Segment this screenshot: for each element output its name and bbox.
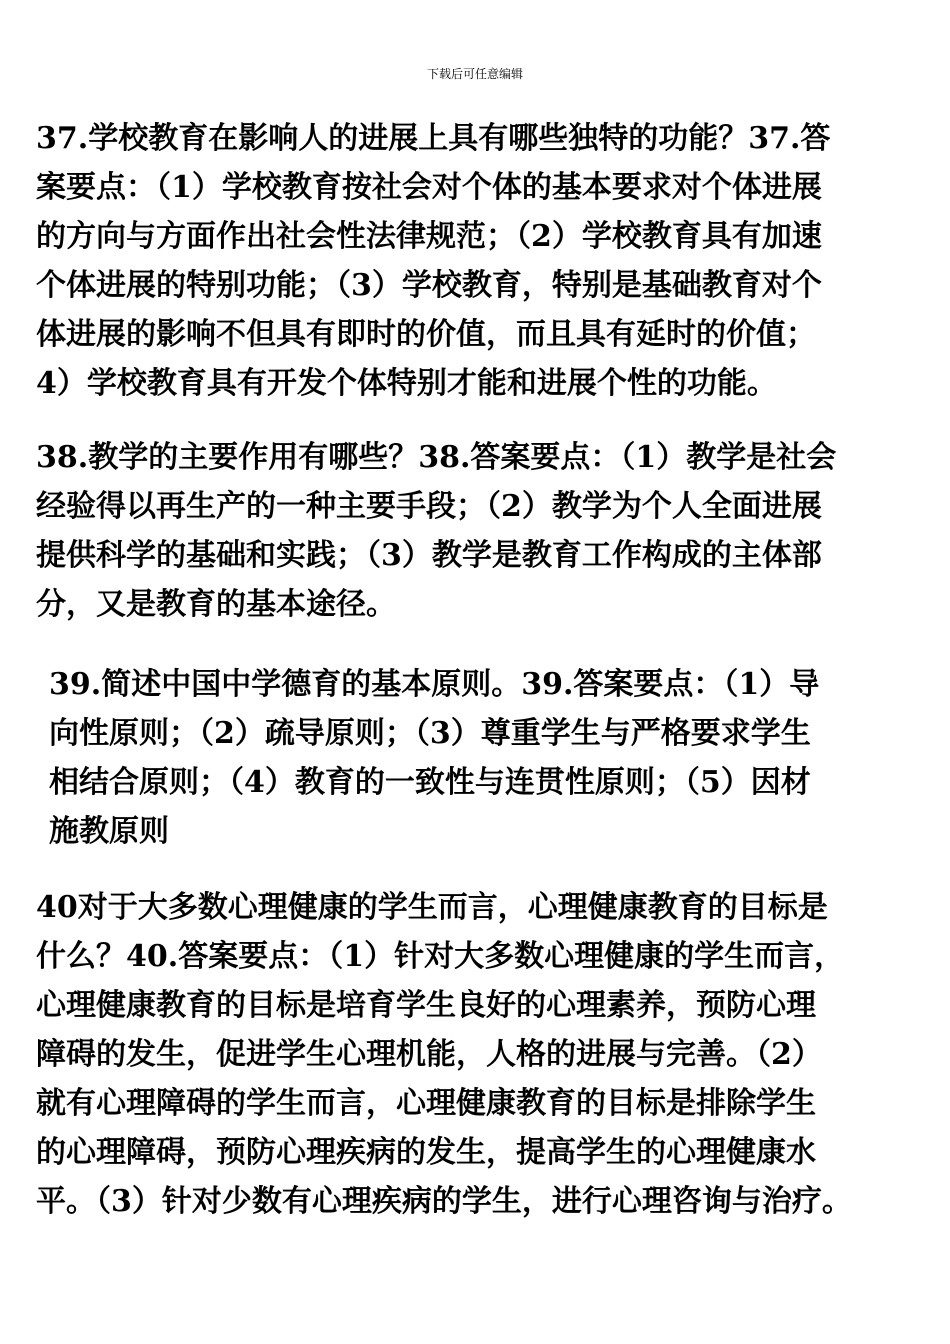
- paragraph-line: 37.学校教育在影响人的进展上具有哪些独特的功能？37.答: [36, 121, 831, 156]
- paragraph-line: 4）学校教育具有开发个体特别才能和进展个性的功能。: [36, 366, 777, 401]
- paragraph-line: 心理健康教育的目标是培育学生良好的心理素养，预防心理: [36, 988, 816, 1023]
- paragraph-line: 分，又是教育的基本途径。: [36, 587, 396, 622]
- paragraph-line: 提供科学的基础和实践；（3）教学是教育工作构成的主体部: [36, 538, 822, 573]
- paragraph-line: 相结合原则；（4）教育的一致性与连贯性原则；（5）因材: [49, 765, 811, 800]
- paragraph-line: 就有心理障碍的学生而言，心理健康教育的目标是排除学生: [36, 1086, 816, 1121]
- paragraph-line: 的方向与方面作出社会性法律规范；（2）学校教育具有加速: [36, 219, 822, 254]
- paragraph-line: 40对于大多数心理健康的学生而言，心理健康教育的目标是: [36, 890, 828, 925]
- paragraph-line: 体进展的影响不但具有即时的价值，而且具有延时的价值；: [36, 317, 816, 352]
- paragraph-q39: [49, 660, 819, 856]
- paragraph-q37: [36, 114, 830, 408]
- paragraph-line: 案要点：（1）学校教育按社会对个体的基本要求对个体进展: [36, 170, 822, 205]
- paragraph-line: 39.简述中国中学德育的基本原则。39.答案要点：（1）导: [49, 667, 820, 702]
- paragraph-q40: [36, 883, 852, 1226]
- paragraph-line: 38.教学的主要作用有哪些？38.答案要点：（1）教学是社会: [36, 440, 837, 475]
- paragraph-line: 向性原则；（2）疏导原则；（3）尊重学生与严格要求学生: [49, 716, 811, 751]
- paragraph-line: 经验得以再生产的一种主要手段；（2）教学为个人全面进展: [36, 489, 822, 524]
- paragraph-line: 什么？40.答案要点：（1）针对大多数心理健康的学生而言，: [36, 939, 845, 974]
- paragraph-line: 施教原则: [49, 814, 169, 849]
- paragraph-line: 平。（3）针对少数有心理疾病的学生，进行心理咨询与治疗。: [36, 1184, 852, 1219]
- paragraph-line: 个体进展的特别功能；（3）学校教育，特别是基础教育对个: [36, 268, 822, 303]
- page-header: 下载后可任意编辑: [426, 67, 523, 81]
- paragraph-line: 障碍的发生，促进学生心理机能，人格的进展与完善。（2）: [36, 1037, 822, 1072]
- paragraph-line: 的心理障碍，预防心理疾病的发生，提高学生的心理健康水: [36, 1135, 816, 1170]
- paragraph-q38: [36, 433, 836, 629]
